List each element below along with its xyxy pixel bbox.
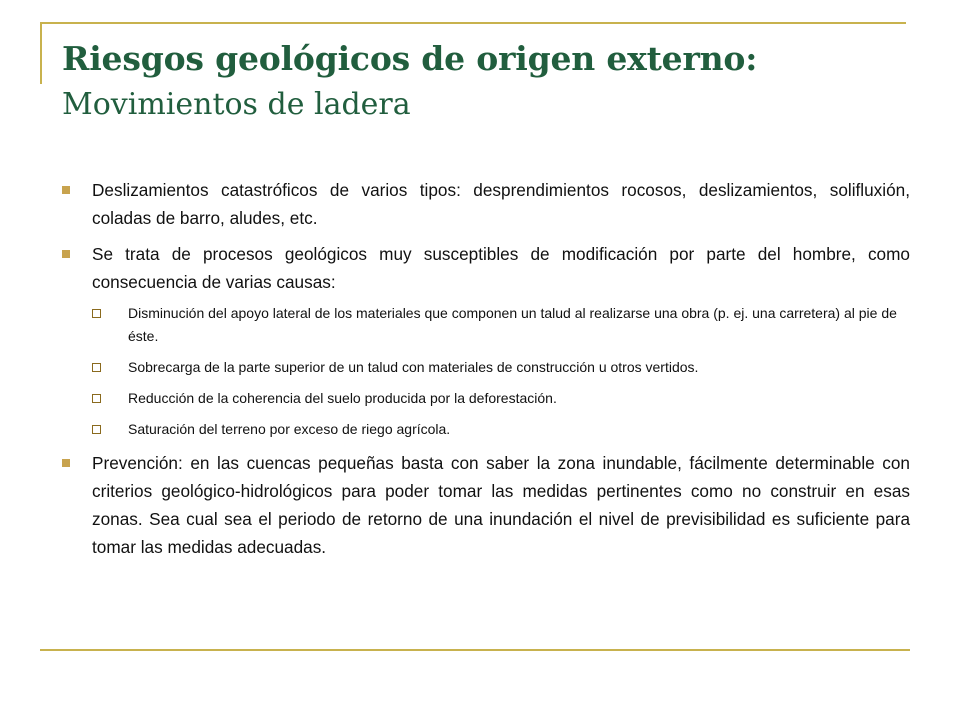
bottom-rule (40, 649, 910, 651)
title-main: Riesgos geológicos de origen externo: (62, 39, 758, 78)
bullet-procesos: Se trata de procesos geológicos muy susceptibles de modificación por parte del hombre, como consecuencia de varias causas: (62, 240, 910, 296)
left-rule (40, 22, 42, 84)
sub-bullet-deforestacion: Reducción de la coherencia del suelo producida por la deforestación. (92, 387, 910, 410)
top-rule (40, 22, 906, 24)
slide-content (62, 176, 910, 561)
title-subtitle: Movimientos de ladera (62, 87, 411, 122)
sub-bullet-apoyo-lateral: Disminución del apoyo lateral de los materiales que componen un talud al realizarse una obra (p. ej. una carretera) al pie de éste. (92, 302, 910, 348)
slide-title (62, 36, 922, 128)
bullet-prevencion: Prevención: en las cuencas pequeñas basta con saber la zona inundable, fácilmente determinable con criterios geológico-hidrológicos para poder tomar las medidas pertinentes como no construir en esas zonas. Sea cual sea el periodo de retorno de una inundación el nivel de previsibilidad es suficiente para tomar las medidas adecuadas. (62, 449, 910, 561)
sub-bullet-sobrecarga: Sobrecarga de la parte superior de un talud con materiales de construcción u otros vertidos. (92, 356, 910, 379)
sub-bullet-saturacion: Saturación del terreno por exceso de riego agrícola. (92, 418, 910, 441)
bullet-deslizamientos: Deslizamientos catastróficos de varios tipos: desprendimientos rocosos, deslizamientos, solifluxión, coladas de barro, aludes, etc. (62, 176, 910, 232)
